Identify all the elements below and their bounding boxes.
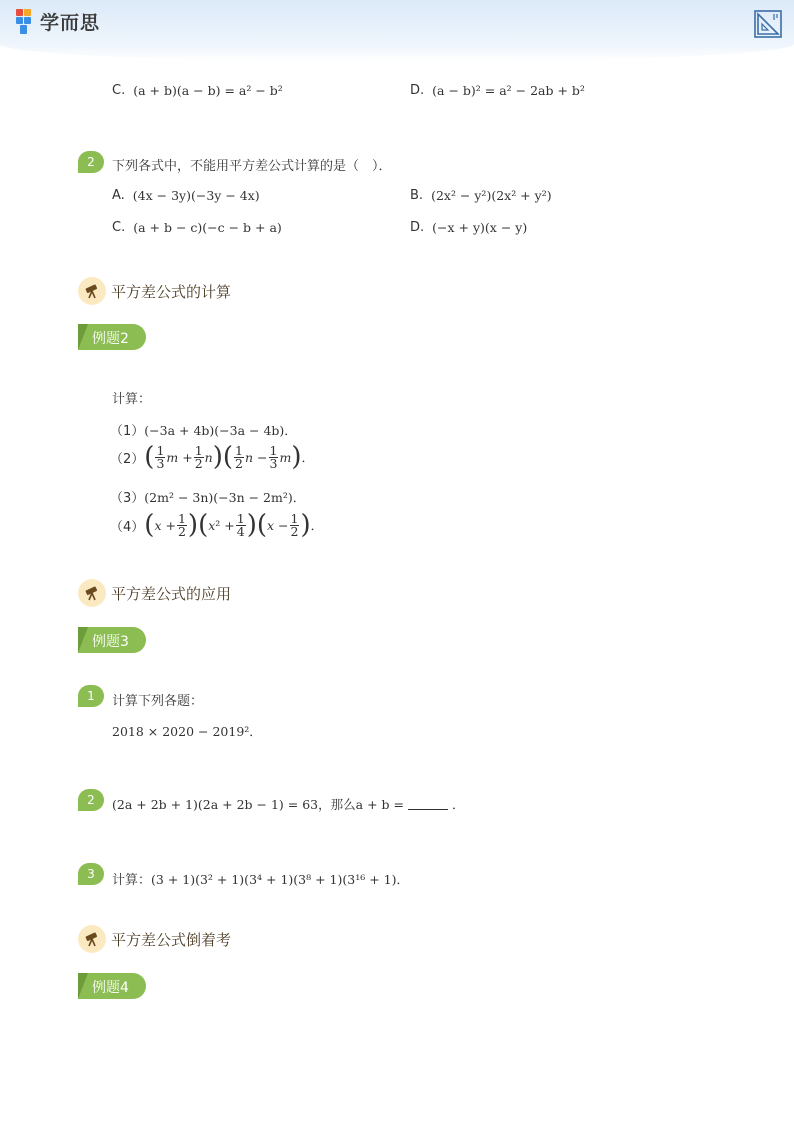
example-label: 例题3: [78, 627, 146, 653]
brand-name: 学而思: [40, 12, 101, 34]
question-number-badge: 2: [78, 151, 104, 173]
option-a: A. (4x − 3y)(−3y − 4x): [112, 188, 260, 203]
example-label: 例题4: [78, 973, 146, 999]
section-heading: [78, 925, 231, 953]
logo-mark-icon: [16, 9, 36, 35]
option-d: D. (−x + y)(x − y): [410, 220, 528, 235]
section-title: 平方差公式倒着考: [111, 930, 232, 949]
sub-problem-2: （2） ( $\frac{1}{3}$ m + $\frac{1}{2}$ n ) ( $\frac{1}{2}$ n − $\frac{1}{3}$ m ) ．: [110, 442, 314, 472]
telescope-icon: [78, 579, 106, 607]
option-c: C. (a + b − c)(−c − b + a): [112, 220, 282, 235]
sub-problem-4: （4） ( x + $\frac{1}{2}$ ) ( x² + $\frac{1}{4}$ ) ( x − $\frac{1}{2}$ ) ．: [110, 510, 324, 540]
question-stem: 计算下列各题：: [112, 694, 204, 709]
section-title: 平方差公式的应用: [111, 584, 232, 603]
section-title: 平方差公式的计算: [111, 282, 232, 301]
question-expression: 2018 × 2020 − 2019²．: [112, 724, 262, 739]
telescope-icon: [78, 925, 106, 953]
example-intro: 计算：: [112, 392, 152, 407]
sub-problem-1: （1） (−3a + 4b)(−3a − 4b)．: [110, 422, 297, 439]
option-d-prev: D. (a − b)² = a² − 2ab + b²: [410, 83, 585, 98]
question-number-badge: 1: [78, 685, 104, 707]
question-expression: 计算： (3 + 1)(3² + 1)(3⁴ + 1)(3⁸ + 1)(3¹⁶ + 1)．: [112, 871, 409, 888]
section-heading: [78, 277, 231, 305]
telescope-icon: [78, 277, 106, 305]
option-b: B. (2x² − y²)(2x² + y²): [410, 188, 552, 203]
question-stem: 下列各式中，不能用平方差公式计算的是（ ）．: [112, 159, 392, 174]
question-number-badge: 3: [78, 863, 104, 885]
ruler-triangle-icon: [754, 10, 782, 38]
example-label: 例题2: [78, 324, 146, 350]
brand-logo: [16, 8, 100, 35]
option-c-prev: C. (a + b)(a − b) = a² − b²: [112, 83, 283, 98]
section-heading: [78, 579, 231, 607]
question-number-badge: 2: [78, 789, 104, 811]
answer-blank[interactable]: [408, 798, 448, 810]
sub-problem-3: （3） (2m² − 3n)(−3n − 2m²)．: [110, 489, 306, 506]
page-header: [0, 0, 794, 62]
question-expression: (2a + 2b + 1)(2a + 2b − 1) = 63，那么a + b = ．: [112, 797, 465, 812]
